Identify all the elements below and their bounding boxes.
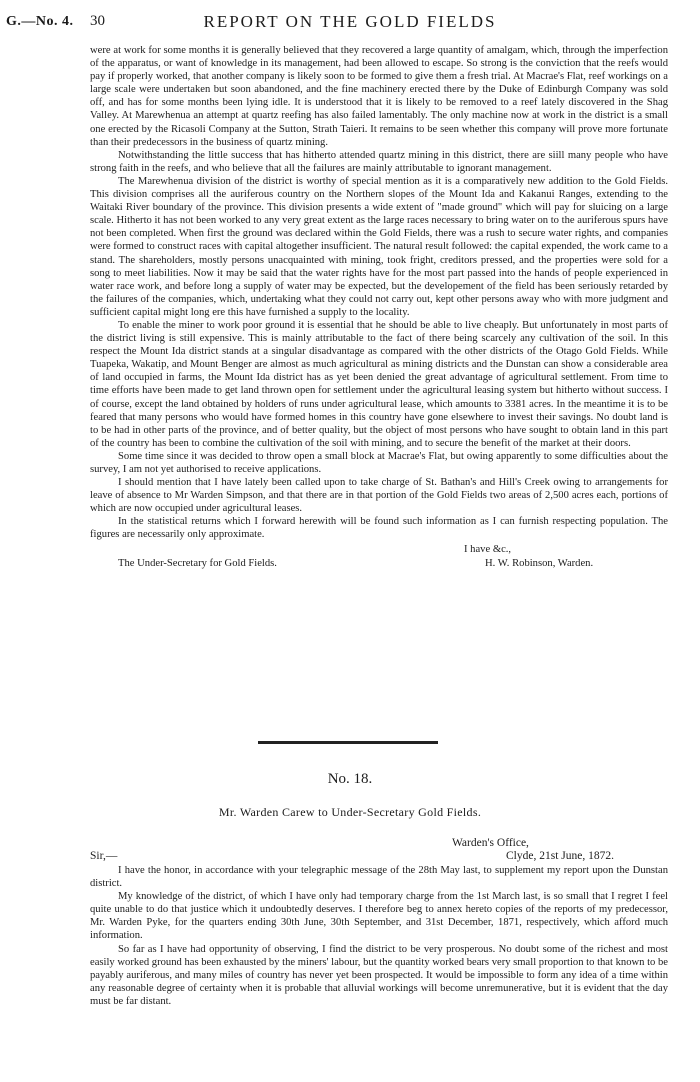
closing-line: I have &c.,	[464, 543, 512, 555]
report-body	[90, 44, 668, 571]
salutation: Sir,—	[90, 850, 118, 862]
signature-name: H. W. Robinson, Warden.	[485, 557, 594, 569]
page-number: 30	[90, 13, 105, 29]
office-line: Warden's Office,	[452, 837, 529, 849]
page-header	[0, 10, 700, 40]
paragraph: In the statistical returns which I forward herewith will be found such information as I can furnish respecting population. The figures are necessarily only approximate.	[90, 516, 668, 541]
section-divider	[258, 741, 438, 744]
date-line: Clyde, 21st June, 1872.	[506, 850, 614, 862]
paragraph: I should mention that I have lately been called upon to take charge of St. Bathan's and Hill's Creek owing to arrangements for leave of absence to Mr Warden Simpson, and that there are in that portion of the Gold Fields two areas of 2,500 acres each, portions of which are now occupied under agricultural leases.	[90, 477, 668, 515]
page-title: REPORT ON THE GOLD FIELDS	[203, 12, 497, 31]
paragraph: So far as I have had opportunity of observing, I find the district to be very prosperous. No doubt some of the richest and most easily worked ground has been exhausted by the miners' labour, but the quantity worked bears very small proportion to that known to be payably auriferous, and many miles of country has never yet been prospected. It would be impossible to form any idea of a time within any reasonable degree of certainty when it is probable that alluvial workings will become unremunerative, but it is evident that the day must be far distant.	[90, 943, 668, 1007]
letter-number: No. 18.	[327, 771, 373, 787]
paragraph: The Marewhenua division of the district is worthy of special mention as it is a comparatively new addition to the Gold Fields. This division comprises all the auriferous country on the Northern slopes of the Mount Ida and Kakanui Ranges, extending to the Waitaki River boundary of the province. This division presents a wide extent of "made ground" which will pay for sluicing on a large scale. Hitherto it has not been worked to any very great extent as the large races necessary to bring water on to the auriferous spurs have not been completed. When first the ground was declared within the Gold Fields, there was a rush to secure water rights, and companies were formed to construct races with capital altogether insufficient. The natural result followed: the capital expended, the work came to a stand. The shareholders, mostly persons unacquainted with mining, took fright, creditors pressed, and the properties were sold for a song to meet liabilities. Now it may be said that the water rights have for the most part passed into the hands of people experienced in water race work, and before long a supply of water may be expected, but the developement of the field has been seriously retarded by the failures of the companies, which, undertaking what they could not carry out, kept other persons away who with more judgment and sufficient capital might long ere this have furnished a supply to the locality.	[90, 175, 668, 318]
paragraph: To enable the miner to work poor ground it is essential that he should be able to live cheaply. But unfortunately in most parts of the district living is still expensive. This is mainly attributable to the fact of there being scarcely any cultivation of the soil. In this respect the Mount Ida district stands at a singular disadvantage as compared with the other districts of the Otago Gold Fields. While Tuapeka, Wakatip, and Mount Benger are almost as much agricultural as mining districts and the Dunstan can show a considerable area of land occupied in farms, the Mount Ida district has as yet been denied the great advantage of agricultural settlement. From time to time efforts have been made to get land thrown open for settlement under the agricultural leasing system but hitherto without success. I of course, except the land obtained by holders of runs under agricultural lease, which amounts to 3381 acres. In the meantime it is to be feared that many persons who would have formed homes in this country have gone elsewhere to invest their savings. No doubt land is to be had in other parts of the province, and of better quality, but the object of most persons who have sought to obtain land in this part of the country has been to combine the cultivation of the soil with mining, and to secure the benefit of the market at their doors.	[90, 319, 668, 449]
paragraph: My knowledge of the district, of which I have only had temporary charge from the 1st March last, is so small that I regret I feel quite unable to do that justice which it undoubtedly deserves. I therefore beg to annex hereto copies of the reports of my predecessor, Mr. Warden Pyke, for the quarters ending 30th June, 30th September, and 31st December, 1871, respectively, which afford much information.	[90, 891, 668, 942]
paragraph: Notwithstanding the little success that has hitherto attended quartz mining in this district, there are siill many people who have strong faith in the reefs, and who believe that all the failures are mainly attributable to ignorant management.	[90, 149, 668, 174]
letter-heading: Mr. Warden Carew to Under-Secretary Gold Fields.	[218, 805, 482, 819]
addressee: The Under-Secretary for Gold Fields.	[118, 557, 277, 569]
signoff	[90, 543, 668, 571]
letter-body	[90, 864, 668, 1008]
paragraph: I have the honor, in accordance with your telegraphic message of the 28th May last, to supplement my report upon the Dunstan district.	[90, 865, 668, 890]
paragraph: were at work for some months it is generally believed that they recovered a large quantity of amalgam, which, through the imperfection of the apparatus, or want of knowledge in its management, had been allowed to escape. So strong is the conviction that the reefs would pay if properly worked, that another company is likely soon to be formed to give them a fresh trial. At Macrae's Flat, reef workings on a large scale were undertaken but soon abandoned, and the fine machinery erected there by the Duke of Edinburgh Company was sold off, and has for some months been lying idle. It is understood that it is likely to be removed to a reef lately discovered in the Shag Valley. At Marewhenua an attempt at quartz reefing has also failed lamentably. The only machine now at work in the district is a small one erected by the Ricasoli Company at the Sutton, Strath Taieri. It remains to be seen whether this company will prove more fortunate than their predecessors in the business of quartz mining.	[90, 45, 668, 148]
paragraph: Some time since it was decided to throw open a small block at Macrae's Flat, but owing apparently to some difficulties about the survey, I am not yet authorised to receive applications.	[90, 450, 668, 475]
document-reference: G.—No. 4.	[6, 14, 74, 29]
